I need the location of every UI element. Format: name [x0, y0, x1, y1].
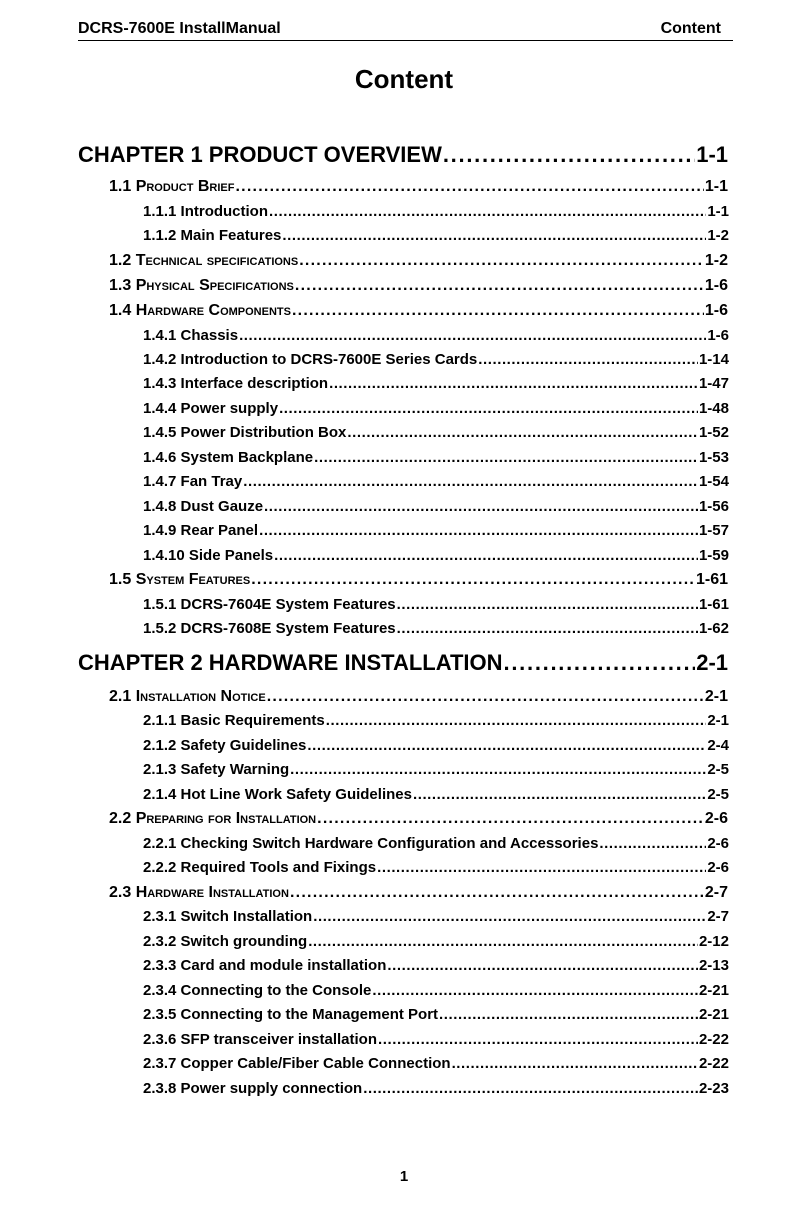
toc-subsection-entry[interactable]: [143, 351, 729, 368]
toc-entry-page: 1-6: [704, 302, 728, 319]
toc-entry-label: 1.4 Hardware Components: [109, 302, 291, 319]
toc-entry-label: 1.4.2 Introduction to DCRS-7600E Series Cards: [143, 351, 478, 368]
toc-entry-label: 1.4.5 Power Distribution Box: [143, 424, 347, 441]
toc-chapter-entry[interactable]: [78, 142, 728, 168]
toc-entry-page: 1-59: [698, 547, 729, 564]
toc-dot-leader: [274, 547, 698, 564]
toc-subsection-entry[interactable]: [143, 400, 729, 417]
toc-entry-page: 2-22: [698, 1031, 729, 1048]
toc-entry-page: 2-7: [704, 884, 728, 901]
toc-entry-page: 1-6: [704, 277, 728, 294]
toc-subsection-entry[interactable]: [143, 1055, 729, 1072]
toc-entry-page: 2-6: [704, 810, 728, 827]
toc-entry-page: 1-56: [698, 498, 729, 515]
toc-entry-label: 1.4.4 Power supply: [143, 400, 279, 417]
toc-entry-label: 1.4.3 Interface description: [143, 375, 329, 392]
toc-dot-leader: [397, 596, 698, 613]
toc-entry-page: 1-6: [707, 327, 729, 344]
toc-entry-page: 2-1: [707, 712, 729, 729]
toc-subsection-entry[interactable]: [143, 835, 729, 852]
toc-dot-leader: [264, 498, 698, 515]
toc-entry-page: 2-23: [698, 1080, 729, 1097]
toc-entry-page: 1-1: [707, 203, 729, 220]
toc-entry-label: 1.1.1 Introduction: [143, 203, 269, 220]
toc-entry-label: 2.2.2 Required Tools and Fixings: [143, 859, 377, 876]
toc-dot-leader: [235, 178, 703, 196]
toc-subsection-entry[interactable]: [143, 933, 729, 950]
toc-entry-page: 2-21: [698, 982, 729, 999]
toc-entry-label: CHAPTER 2 HARDWARE INSTALLATION: [78, 650, 503, 675]
toc-entry-page: 1-2: [704, 252, 728, 269]
toc-entry-page: 2-5: [707, 786, 729, 803]
toc-dot-leader: [504, 650, 696, 676]
toc-dot-leader: [239, 327, 706, 344]
toc-chapter-entry[interactable]: [78, 650, 728, 676]
toc-entry-label: 2.3.7 Copper Cable/Fiber Cable Connection: [143, 1055, 451, 1072]
toc-subsection-entry[interactable]: [143, 498, 729, 515]
toc-entry-label: 1.4.10 Side Panels: [143, 547, 274, 564]
toc-dot-leader: [267, 688, 704, 706]
toc-subsection-entry[interactable]: [143, 859, 729, 876]
toc-entry-label: 1.5.1 DCRS-7604E System Features: [143, 596, 396, 613]
toc-entry-label: 2.3.4 Connecting to the Console: [143, 982, 372, 999]
toc-entry-page: 1-52: [698, 424, 729, 441]
toc-subsection-entry[interactable]: [143, 620, 729, 637]
toc-dot-leader: [387, 957, 698, 974]
toc-entry-page: 1-57: [698, 522, 729, 539]
toc-section-entry[interactable]: [109, 688, 728, 706]
toc-entry-label: 2.1.2 Safety Guidelines: [143, 737, 307, 754]
toc-dot-leader: [363, 1080, 698, 1097]
toc-dot-leader: [397, 620, 698, 637]
toc-dot-leader: [452, 1055, 698, 1072]
toc-entry-page: 2-5: [707, 761, 729, 778]
toc-entry-label: 2.1.4 Hot Line Work Safety Guidelines: [143, 786, 412, 803]
toc-subsection-entry[interactable]: [143, 761, 729, 778]
toc-dot-leader: [308, 933, 698, 950]
page-title: Content: [354, 64, 454, 94]
toc-dot-leader: [290, 761, 706, 778]
toc-dot-leader: [347, 424, 698, 441]
toc-entry-page: 2-1: [696, 650, 728, 675]
toc-entry-page: 2-6: [707, 859, 729, 876]
toc-entry-label: 1.3 Physical Specifications: [109, 277, 294, 294]
toc-subsection-entry[interactable]: [143, 424, 729, 441]
toc-entry-label: CHAPTER 1 PRODUCT OVERVIEW: [78, 142, 442, 167]
header-section-title: Content: [660, 20, 721, 37]
toc-entry-page: 1-61: [698, 596, 729, 613]
toc-entry-page: 1-1: [704, 178, 728, 195]
toc-entry-page: 2-7: [707, 908, 729, 925]
toc-entry-page: 2-21: [698, 1006, 729, 1023]
toc-entry-page: 2-1: [704, 688, 728, 705]
toc-entry-label: 1.4.7 Fan Tray: [143, 473, 243, 490]
toc-entry-page: 2-22: [698, 1055, 729, 1072]
toc-entry-page: 1-1: [696, 142, 728, 167]
toc-subsection-entry[interactable]: [143, 547, 729, 564]
toc-entry-page: 1-61: [695, 571, 728, 588]
toc-dot-leader: [269, 203, 706, 220]
toc-subsection-entry[interactable]: [143, 522, 729, 539]
toc-subsection-entry[interactable]: [143, 327, 729, 344]
toc-dot-leader: [295, 277, 704, 295]
toc-entry-label: 2.3.2 Switch grounding: [143, 933, 308, 950]
toc-section-entry[interactable]: [109, 178, 728, 196]
toc-section-entry[interactable]: [109, 302, 728, 320]
toc-dot-leader: [413, 786, 706, 803]
toc-entry-label: 1.4.8 Dust Gauze: [143, 498, 264, 515]
toc-dot-leader: [313, 908, 706, 925]
toc-entry-label: 2.3.6 SFP transceiver installation: [143, 1031, 377, 1048]
toc-dot-leader: [329, 375, 698, 392]
toc-dot-leader: [279, 400, 698, 417]
toc-subsection-entry[interactable]: [143, 786, 729, 803]
toc-entry-page: 1-2: [707, 227, 729, 244]
toc-dot-leader: [478, 351, 698, 368]
toc-entry-label: 2.1.3 Safety Warning: [143, 761, 290, 778]
toc-subsection-entry[interactable]: [143, 596, 729, 613]
toc-entry-label: 1.4.1 Chassis: [143, 327, 239, 344]
toc-subsection-entry[interactable]: [143, 227, 729, 244]
toc-subsection-entry[interactable]: [143, 473, 729, 490]
toc-section-entry[interactable]: [109, 571, 728, 589]
toc-entry-label: 1.1.2 Main Features: [143, 227, 282, 244]
toc-section-entry[interactable]: [109, 884, 728, 902]
toc-dot-leader: [314, 449, 698, 466]
toc-entry-page: 2-4: [707, 737, 729, 754]
toc-entry-label: 2.2.1 Checking Switch Hardware Configuration and Accessories: [143, 835, 599, 852]
toc-dot-leader: [259, 522, 698, 539]
toc-entry-page: 2-6: [707, 835, 729, 852]
toc-entry-label: 2.3.5 Connecting to the Management Port: [143, 1006, 439, 1023]
toc-entry-label: 2.3.1 Switch Installation: [143, 908, 313, 925]
toc-subsection-entry[interactable]: [143, 982, 729, 999]
toc-dot-leader: [377, 859, 706, 876]
toc-entry-label: 1.5.2 DCRS-7608E System Features: [143, 620, 396, 637]
toc-subsection-entry[interactable]: [143, 908, 729, 925]
toc-dot-leader: [243, 473, 698, 490]
toc-dot-leader: [439, 1006, 698, 1023]
toc-entry-page: 1-54: [698, 473, 729, 490]
toc-dot-leader: [290, 884, 704, 902]
toc-entry-page: 2-12: [698, 933, 729, 950]
toc-entry-label: 1.4.9 Rear Panel: [143, 522, 259, 539]
toc-subsection-entry[interactable]: [143, 737, 729, 754]
toc-dot-leader: [292, 302, 704, 320]
toc-dot-leader: [326, 712, 707, 729]
toc-entry-label: 1.1 Product Brief: [109, 178, 235, 195]
toc-dot-leader: [299, 252, 704, 270]
toc-dot-leader: [282, 227, 706, 244]
toc-entry-page: 1-14: [698, 351, 729, 368]
toc-entry-label: 2.3.8 Power supply connection: [143, 1080, 363, 1097]
toc-dot-leader: [372, 982, 698, 999]
toc-entry-label: 2.1.1 Basic Requirements: [143, 712, 325, 729]
toc-entry-page: 1-47: [698, 375, 729, 392]
toc-subsection-entry[interactable]: [143, 1080, 729, 1097]
toc-dot-leader: [443, 142, 695, 168]
toc-dot-leader: [599, 835, 706, 852]
toc-entry-label: 2.1 Installation Notice: [109, 688, 266, 705]
toc-dot-leader: [251, 571, 695, 589]
toc-entry-label: 2.3.3 Card and module installation: [143, 957, 387, 974]
toc-subsection-entry[interactable]: [143, 449, 729, 466]
toc-entry-page: 1-48: [698, 400, 729, 417]
toc-dot-leader: [378, 1031, 698, 1048]
toc-subsection-entry[interactable]: [143, 1006, 729, 1023]
toc-dot-leader: [317, 810, 704, 828]
toc-subsection-entry[interactable]: [143, 957, 729, 974]
toc-section-entry[interactable]: [109, 277, 728, 295]
toc-entry-label: 1.2 Technical specifications: [109, 252, 299, 269]
toc-subsection-entry[interactable]: [143, 375, 729, 392]
toc-entry-label: 2.3 Hardware Installation: [109, 884, 289, 901]
toc-entry-page: 2-13: [698, 957, 729, 974]
toc-subsection-entry[interactable]: [143, 712, 729, 729]
toc-section-entry[interactable]: [109, 252, 728, 270]
toc-entry-page: 1-62: [698, 620, 729, 637]
toc-entry-label: 2.2 Preparing for Installation: [109, 810, 317, 827]
toc-entry-label: 1.5 System Features: [109, 571, 251, 588]
toc-subsection-entry[interactable]: [143, 1031, 729, 1048]
page-number: 1: [399, 1168, 409, 1185]
header-document-title: DCRS-7600E InstallManual: [78, 20, 281, 37]
toc-section-entry[interactable]: [109, 810, 728, 828]
toc-subsection-entry[interactable]: [143, 203, 729, 220]
toc-entry-page: 1-53: [698, 449, 729, 466]
toc-dot-leader: [307, 737, 706, 754]
toc-entry-label: 1.4.6 System Backplane: [143, 449, 314, 466]
